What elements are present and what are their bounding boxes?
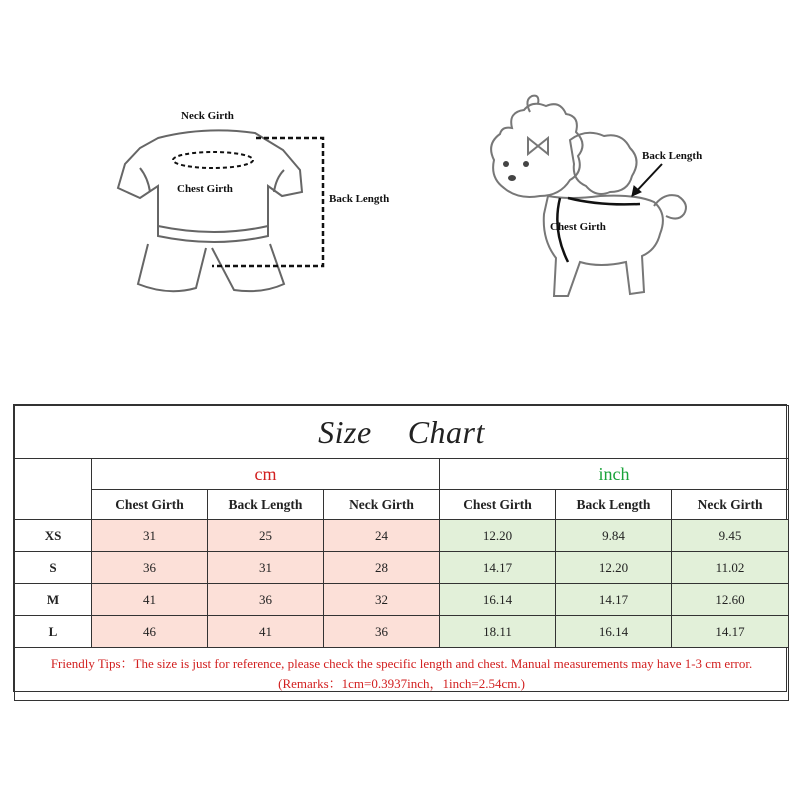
- size-label: S: [15, 552, 92, 584]
- table-row: [15, 552, 789, 584]
- shirt-right-sleeve-line: [274, 170, 284, 192]
- size-label: XS: [15, 520, 92, 552]
- cm-value: 31: [92, 520, 208, 552]
- dog-eye-right: [523, 161, 529, 167]
- inch-value: 14.17: [556, 584, 672, 616]
- dog-head: [491, 104, 582, 197]
- title-word-chart: Chart: [407, 413, 485, 450]
- shirt-neck-girth-label: Neck Girth: [181, 110, 234, 122]
- dog-nose: [508, 175, 516, 181]
- chest-girth-ellipse: [173, 152, 253, 168]
- size-label: M: [15, 584, 92, 616]
- right-trouser-leg: [212, 244, 284, 291]
- corner-cell: [15, 459, 92, 520]
- inch-value: 11.02: [672, 552, 789, 584]
- unit-inch-header: inch: [440, 459, 789, 490]
- inch-neck-girth-header: Neck Girth: [672, 490, 789, 520]
- dog-back-length-label: Back Length: [642, 150, 703, 162]
- shirt-left-sleeve-line: [140, 168, 150, 192]
- dog-bow: [528, 138, 548, 154]
- size-label: L: [15, 616, 92, 648]
- dog-eye-left: [503, 161, 509, 167]
- inch-value: 12.60: [672, 584, 789, 616]
- cm-chest-girth-header: Chest Girth: [92, 490, 208, 520]
- inch-value: 16.14: [440, 584, 556, 616]
- cm-value: 36: [92, 552, 208, 584]
- pet-clothing-diagram: [118, 130, 323, 291]
- cm-back-length-header: Back Length: [208, 490, 324, 520]
- unit-cm-header: cm: [92, 459, 440, 490]
- measurement-illustrations: [0, 0, 800, 360]
- table-row: [15, 584, 789, 616]
- left-trouser-leg: [138, 244, 206, 291]
- size-chart: [13, 404, 787, 692]
- friendly-tips: Friendly Tips：The size is just for reference, please check the specific length and chest. Manual measurements may have 1-3 cm error. (Remarks：1cm=0.3937inch，1inch=2.54cm.): [15, 648, 789, 701]
- inch-value: 14.17: [440, 552, 556, 584]
- cm-value: 25: [208, 520, 324, 552]
- inch-value: 12.20: [556, 552, 672, 584]
- cm-value: 36: [208, 584, 324, 616]
- dog-diagram: [491, 96, 686, 296]
- inch-chest-girth-header: Chest Girth: [440, 490, 556, 520]
- size-table: [14, 405, 789, 701]
- cm-value: 36: [324, 616, 440, 648]
- table-row: [15, 616, 789, 648]
- cm-value: 32: [324, 584, 440, 616]
- cm-value: 46: [92, 616, 208, 648]
- cm-value: 41: [208, 616, 324, 648]
- inch-value: 14.17: [672, 616, 789, 648]
- title-word-size: Size: [318, 413, 372, 450]
- cm-value: 24: [324, 520, 440, 552]
- inch-value: 16.14: [556, 616, 672, 648]
- inch-value: 18.11: [440, 616, 556, 648]
- dog-back-length-line: [568, 198, 640, 204]
- table-row: [15, 520, 789, 552]
- inch-value: 9.45: [672, 520, 789, 552]
- inch-value: 9.84: [556, 520, 672, 552]
- cm-value: 41: [92, 584, 208, 616]
- shirt-chest-girth-label: Chest Girth: [177, 183, 233, 195]
- inch-value: 12.20: [440, 520, 556, 552]
- dog-chest-girth-label: Chest Girth: [550, 221, 606, 233]
- cm-value: 31: [208, 552, 324, 584]
- cm-neck-girth-header: Neck Girth: [324, 490, 440, 520]
- shirt-hem: [158, 226, 268, 232]
- shirt-back-length-label: Back Length: [329, 193, 390, 205]
- cm-value: 28: [324, 552, 440, 584]
- size-chart-title: [15, 406, 789, 459]
- inch-back-length-header: Back Length: [556, 490, 672, 520]
